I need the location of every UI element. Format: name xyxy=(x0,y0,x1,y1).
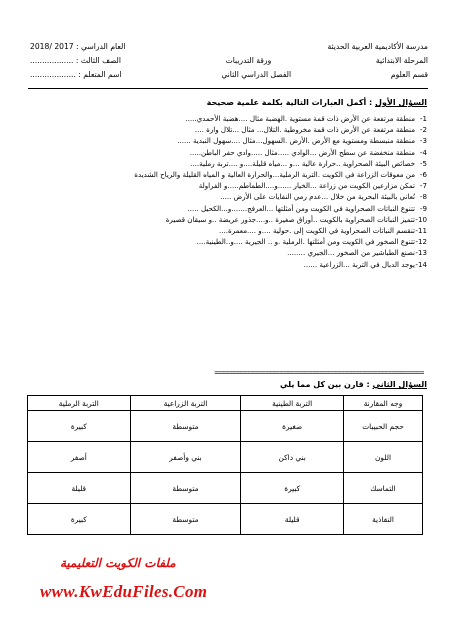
item-text: تتنوع النباتات الصحراوية في الكويت ومن أمثلتها ...العرفج.......و...الكحيل ..... xyxy=(187,203,415,213)
item-number: 14- xyxy=(415,259,427,269)
list-item xyxy=(27,169,427,180)
column-header: التربة الرملية xyxy=(28,396,131,411)
list-item xyxy=(27,147,427,158)
q1-heading xyxy=(207,98,427,107)
item-number: 5- xyxy=(419,158,427,168)
table-cell: بني وأصفر xyxy=(130,442,241,473)
item-number: 7- xyxy=(419,181,427,191)
item-number: 11- xyxy=(415,226,427,236)
table-cell: كبيرة xyxy=(28,411,131,442)
section-separator: ========================================================== xyxy=(214,369,424,377)
item-number: 2- xyxy=(419,125,427,135)
table-cell: صغيرة xyxy=(241,411,344,442)
comparison-table xyxy=(27,395,423,535)
item-number: 10- xyxy=(415,214,427,224)
q1-instruction: : أكمل العبارات التالية بكلمة علمية صحيحة xyxy=(206,98,373,107)
table-cell: حجم الحبيبات xyxy=(344,411,423,442)
item-text: يوجد الدبال في التربة ...الزراعية ...... xyxy=(303,259,415,269)
item-text: منطقة مرتفعة عن الأرض ذات قمة مستوية .الهضبة مثال ....هضبة الأحمدي..... xyxy=(185,114,415,123)
department: قسم العلوم xyxy=(390,70,428,79)
item-text: خصائص البيئة الصحراوية ..حرارة عالية ...و ...مياه قليلة....و ....تربة رملية.... xyxy=(190,158,415,168)
item-text: منطقة منبسطة ومستوية مع الأرض .الأرض .السهول...مثال ....سهول النبدية ...... xyxy=(177,136,415,146)
item-text: نُعاني بالبيئة البحرية من خلال ...عدم رمي النفايات على الأرض ..... xyxy=(220,192,415,202)
item-text: نصنع الطباشير من الصخور ...الجيري ........ xyxy=(287,248,415,258)
table-header-row xyxy=(28,396,423,411)
table-row xyxy=(28,473,423,504)
item-number: 8- xyxy=(419,192,427,202)
table-cell: أصفر xyxy=(28,442,131,473)
column-header: التربة الزراعية xyxy=(130,396,241,411)
table-cell: متوسطة xyxy=(130,504,241,535)
list-item xyxy=(27,247,427,258)
watermark-logo-url: www.KwEduFiles.Com xyxy=(40,582,208,601)
table-cell: متوسطة xyxy=(130,411,241,442)
item-number: 3- xyxy=(419,136,427,146)
table-cell: قليلة xyxy=(28,473,131,504)
list-item xyxy=(27,259,427,270)
table-row xyxy=(28,442,423,473)
q1-title: السؤال الأول xyxy=(375,98,427,107)
table-row xyxy=(28,504,423,535)
list-item xyxy=(27,158,427,169)
item-text: تمكن مزارعين الكويت من زراعة ...الخيار ......و....الطماطم.....و الفراولة xyxy=(198,181,415,191)
item-text: تتميز النباتات الصحراوية بالكويت ..أوراق صغيرة ..و....جذور عريضة ..و سيقان قصيرة xyxy=(165,214,415,224)
item-number: 4- xyxy=(419,147,427,157)
item-text: تتنوع الصخور في الكويت ومن أمثلتها .الرملية .و .. الجيرية ....و..الطينية.... xyxy=(196,237,415,247)
grade: الصف الثالث : .................. xyxy=(30,56,121,65)
sheet-title: ورقة التدريبات xyxy=(225,56,272,65)
table-cell: اللون xyxy=(344,442,423,473)
table-row xyxy=(28,411,423,442)
item-number: 12- xyxy=(415,237,427,247)
list-item xyxy=(27,180,427,191)
term: الفصل الدراسي الثاني xyxy=(221,70,292,79)
stage: المرحلة الابتدائية xyxy=(375,56,428,65)
item-text: تنقسم النباتات الصحراوية في الكويت إلى .حولية ....و ....معمرة.... xyxy=(219,226,415,236)
table-cell: النفاذية xyxy=(344,504,423,535)
table-cell: كبيرة xyxy=(241,473,344,504)
list-item xyxy=(27,225,427,236)
header-row-1 xyxy=(30,40,428,54)
list-item xyxy=(27,236,427,247)
item-text: منطقة مرتفعة عن الأرض ذات قمة مخروطية .التلال... مثال ...تلال وارة .... xyxy=(194,125,415,135)
table-cell: كبيرة xyxy=(28,504,131,535)
column-header: وجه المقارنة xyxy=(344,396,423,411)
item-text: منطقة منخفضة عن سطح الأرض ...الوادي .....مثال .....وادي حفر الباطن..... xyxy=(189,147,415,157)
header-divider xyxy=(28,88,428,89)
list-item xyxy=(27,113,427,124)
watermark-logo-arabic: ملفات الكويت التعليمية xyxy=(60,556,176,570)
item-number: 6- xyxy=(419,170,427,180)
item-number: 13- xyxy=(415,248,427,258)
table-cell: متوسطة xyxy=(130,473,241,504)
q2-title: السؤال الثاني xyxy=(372,380,427,389)
academic-year: العام الدراسي : 2017 /2018 xyxy=(30,42,126,51)
student-name-field: اسم المتعلم : ................... xyxy=(30,70,122,79)
q2-heading xyxy=(280,380,427,389)
list-item xyxy=(27,124,427,135)
list-item xyxy=(27,203,427,214)
header-row-2 xyxy=(30,54,428,68)
school-name: مدرسة الأكاديمية العربية الحديثة xyxy=(327,42,428,51)
item-text: من معوقات الزراعة في الكويت .التربة الرملية...والحرارة العالية و المياه القليلة والرياح الشديدة xyxy=(134,170,415,180)
list-item xyxy=(27,214,427,225)
list-item xyxy=(27,191,427,202)
q1-list xyxy=(27,113,427,270)
q2-instruction: : قارن بين كل مما يلي xyxy=(279,380,370,389)
table-cell: بني داكن xyxy=(241,442,344,473)
table-cell: قليلة xyxy=(241,504,344,535)
column-header: التربة الطينية xyxy=(241,396,344,411)
list-item xyxy=(27,135,427,146)
header-row-3 xyxy=(30,68,428,82)
item-number: 9- xyxy=(419,203,427,213)
table-cell: التماسك xyxy=(344,473,423,504)
item-number: 1- xyxy=(419,114,427,123)
header xyxy=(30,40,428,82)
